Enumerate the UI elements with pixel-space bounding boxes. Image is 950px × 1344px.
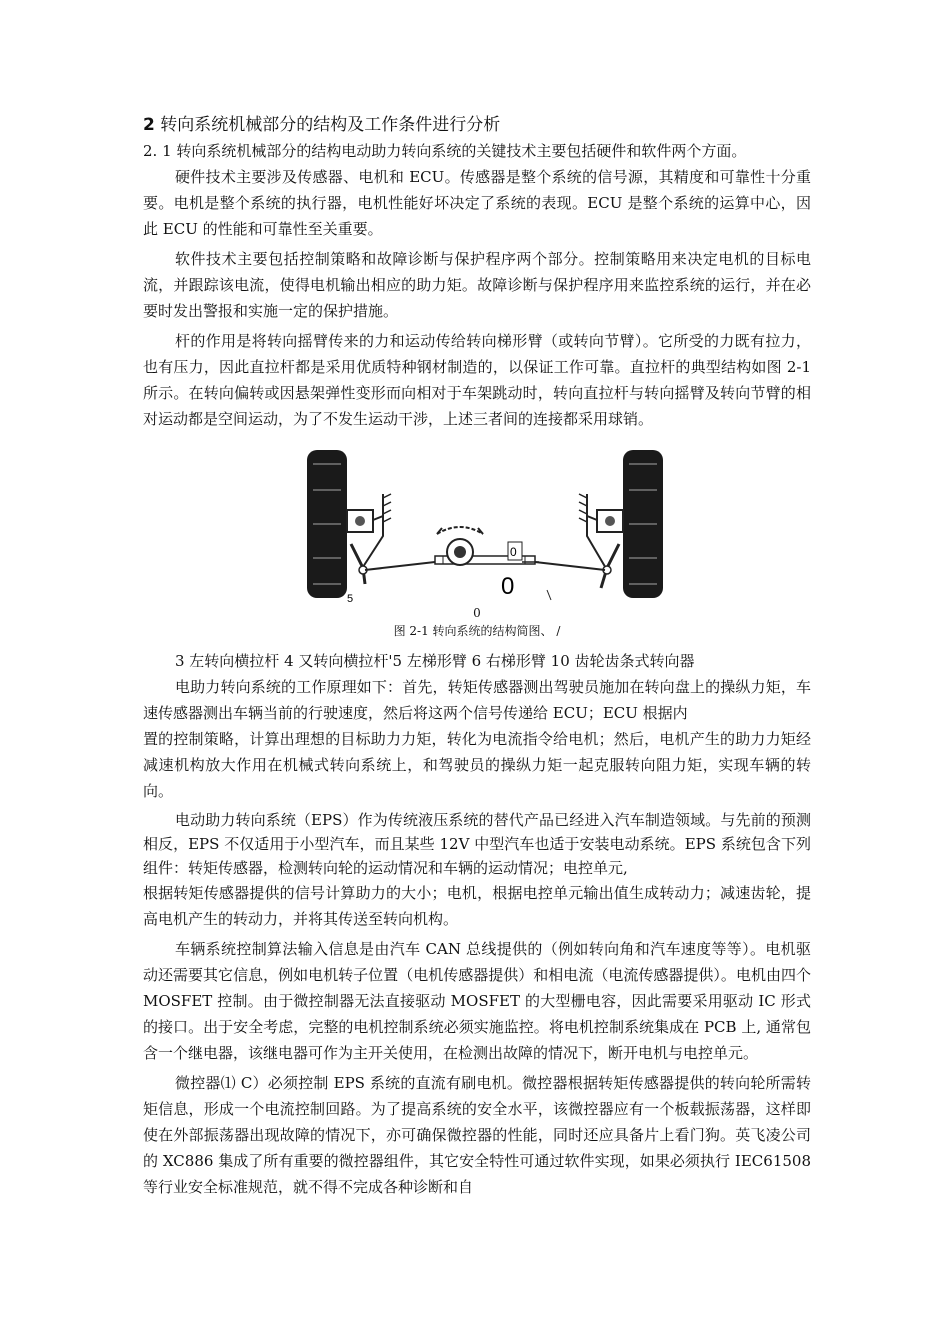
figure-label-small-zero: 0 — [510, 545, 517, 559]
paragraph-tie-rod: 杆的作用是将转向摇臂传来的力和运动传给转向梯形臂（或转向节臂）。它所受的力既有拉力，也有压力，因此直拉杆都是采用优质特种钢材制造的，以保证工作可靠。直拉杆的典型结构如图 2-1 所示。在转向偏转或因悬架弹性变形而向相对于车架跳动时，转向直拉杆与转向摇臂及转向节臂的相对运动都是空间运动，为了不发生运动干涉，上述三者间的连接都采用球销。 — [143, 332, 811, 428]
section-title: 转向系统机械部分的结构及工作条件进行分析 — [154, 115, 501, 135]
paragraph-principle-1: 电助力转向系统的工作原理如下：首先，转矩传感器测出驾驶员施加在转向盘上的操纵力矩，车速传感器测出车辆当前的行驶速度，然后将这两个信号传递给 ECU；ECU 根据内 — [143, 678, 811, 722]
section-heading — [143, 112, 811, 138]
left-tie-rod — [365, 562, 435, 570]
paragraph-principle-2: 置的控制策略，计算出理想的目标助力力矩，转化为电流指令给电机；然后，电机产生的助力力矩经减速机构放大作用在机械式转向系统上，和驾驶员的操纵力矩一起克服转向阻力矩，实现车辆的转向。 — [143, 730, 811, 800]
figure-2-1 — [143, 450, 811, 648]
right-tie-rod — [535, 562, 605, 570]
paragraph-hardware: 硬件技术主要涉及传感器、电机和 ECU。传感器是整个系统的信号源，其精度和可靠性十分重要。电机是整个系统的执行器，电机性能好坏决定了系统的表现。ECU 是整个系统的运算中心，因此 ECU 的性能和可靠性至关重要。 — [143, 168, 811, 238]
subsection-2-1: 2. 1 转向系统机械部分的结构电动助力转向系统的关键技术主要包括硬件和软件两个方面。 — [143, 142, 747, 160]
section-number: 2 — [143, 115, 155, 135]
figure-caption: 图 2-1 转向系统的结构简图、 / — [393, 624, 561, 638]
document-body — [143, 112, 811, 1200]
paragraph-mcu: 微控器⑴ C）必须控制 EPS 系统的直流有刷电机。微控器根据转矩传感器提供的转向轮所需转矩信息，形成一个电流控制回路。为了提高系统的安全水平，该微控器应有一个板载振荡器，这样即使在外部振荡器出现故障的情况下，亦可确保微控器的性能，同时还应具备片上看门狗。英飞凌公司的 XC886 集成了所有重要的微控器组件，其它安全特性可通过软件实现，如果必须执行 IEC61508 等行业安全标准规范，就不得不完成各种诊断和自 — [143, 1074, 811, 1196]
figure-parts-legend: 3 左转向横拉杆 4 又转向横拉杆'5 左梯形臂 6 右梯形臂 10 齿轮齿条式转向器 — [175, 652, 695, 670]
paragraph-eps-2: 根据转矩传感器提供的信号计算助力的大小；电机，根据电控单元输出值生成转动力；减速齿轮，提高电机产生的转动力，并将其传送至转向机构。 — [143, 884, 811, 928]
figure-label-big-zero: 0 — [501, 573, 515, 600]
paragraph-control: 车辆系统控制算法输入信息是由汽车 CAN 总线提供的（例如转向角和汽车速度等等）。电机驱动还需要其它信息，例如电机转子位置（电机传感器提供）和相电流（电流传感器提供）。电机由四个 MOSFET 控制。由于微控制器无法直接驱动 MOSFET 的大型栅电容，因此需要采用驱动 IC 形式的接口。出于安全考虑，完整的电机控制系统必须实施监控。将电机控制系统集成在 PCB 上, 通常包含一个继电器，该继电器可作为主开关使用，在检测出故障的情况下，断开电机与电控单元。 — [143, 940, 811, 1062]
paragraph-eps-1: 电动助力转向系统（EPS）作为传统液压系统的替代产品已经进入汽车制造领域。与先前的预测相反，EPS 不仅适用于小型汽车，而且某些 12V 中型汽车也适于安装电动系统。EPS 系统包含下列组件：转矩传感器，检测转向轮的运动情况和车辆的运动情况；电控单元, — [143, 811, 811, 877]
steering-system-diagram — [303, 450, 665, 604]
figure-label-five: 5 — [347, 593, 354, 604]
left-trapezoid-arm — [351, 544, 365, 584]
figure-bottom-zero: 0 — [473, 606, 481, 620]
paragraph-software: 软件技术主要包括控制策略和故障诊断与保护程序两个部分。控制策略用来决定电机的目标电流，并跟踪该电流，使得电机输出相应的助力矩。故障诊断与保护程序用来监控系统的运行，并在必要时发出警报和实施一定的保护措施。 — [143, 250, 811, 320]
